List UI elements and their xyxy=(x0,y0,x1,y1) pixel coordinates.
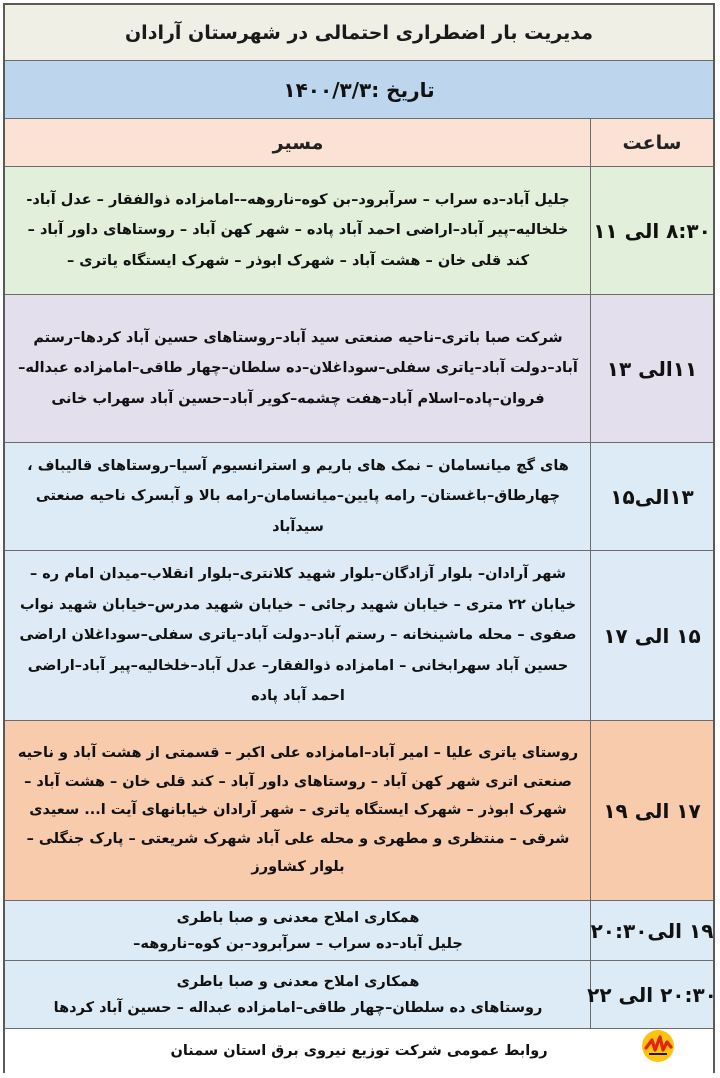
footer-text: روابط عمومی شرکت توزیع نیروی برق استان سمنان xyxy=(170,1043,548,1059)
date-row xyxy=(5,61,713,119)
route-line: احمد آباد پاده xyxy=(251,688,345,705)
table-row xyxy=(5,721,713,901)
route-line: آباد–دولت آباد–یاتری سفلی–سوداغلان–ده سلطان–چهار طاقی–امامزاده عبداله– xyxy=(18,360,578,377)
table-row xyxy=(5,167,713,295)
route-line: روستای یاتری علیا – امیر آباد–امامزاده علی اکبر – قسمتی از هشت آباد و ناحیه xyxy=(17,745,579,762)
time-cell: ۲۰:۳۰ الی ۲۲ xyxy=(590,961,713,1028)
route-line: خلخالیه–پیر آباد–اراضی احمد آباد پاده – شهر کهن آباد – روستاهای داور آباد – xyxy=(27,222,569,239)
table-row xyxy=(5,901,713,961)
route-cell xyxy=(5,295,591,442)
route-line: صفوی – محله ماشینخانه – رستم آباد–دولت آباد–یاتری سفلی–سوداغلان اراضی xyxy=(19,627,577,644)
time-cell: ۱۷ الی ۱۹ xyxy=(590,721,713,900)
time-cell: ۱۳الی۱۵ xyxy=(590,443,713,550)
title-row xyxy=(5,5,713,61)
header-row xyxy=(5,119,713,167)
route-line: شرکت صبا باتری–ناحیه صنعتی سید آباد–روستاهای حسین آباد کردها–رستم xyxy=(33,329,563,346)
route-cell xyxy=(5,721,591,900)
route-cell xyxy=(5,551,591,720)
date-label: تاریخ :۱۴۰۰/۳/۳ xyxy=(283,77,435,102)
table-row xyxy=(5,443,713,551)
time-column-header: ساعت xyxy=(590,119,713,166)
time-cell: ۸:۳۰ الی ۱۱ xyxy=(590,167,713,294)
route-line: های گچ میانسامان – نمک های باریم و استرانسیوم آسیا–روستاهای قالیباف ، xyxy=(27,457,569,474)
footer-row xyxy=(5,1029,713,1073)
time-cell: ۱۱الی ۱۳ xyxy=(590,295,713,442)
route-line: صنعتی اتری شهر کهن آباد – روستاهای داور آباد – کند قلی خان – هشت آباد – xyxy=(24,773,572,790)
route-line: جلیل آباد–ده سراب – سرآبرود–بن کوه–ناروهه–-امامزاده ذوالفقار – عدل آباد- xyxy=(26,191,570,208)
route-line: همکاری املاح معدنی و صبا باطری xyxy=(176,909,420,926)
route-line: سیدآباد xyxy=(272,518,324,535)
route-line: جلیل آباد–ده سراب – سرآبرود–بن کوه–ناروهه– xyxy=(133,935,463,952)
route-line: خیابان ۲۲ متری – خیابان شهید رجائی – خیابان شهید مدرس–خیابان شهید نواب xyxy=(19,596,577,613)
table-row xyxy=(5,551,713,721)
table-row xyxy=(5,295,713,443)
route-line: فروان–پاده–اسلام آباد–هفت چشمه–کویر آباد–حسین آباد سهراب خانی xyxy=(51,390,545,407)
time-cell: ۱۹ الی۲۰:۳۰ xyxy=(590,901,713,960)
route-cell xyxy=(5,167,591,294)
route-line: شهر آرادان– بلوار آزادگان–بلوار شهید کلانتری–بلوار انقلاب–میدان امام ره – xyxy=(29,566,567,583)
route-line: کند قلی خان – هشت آباد – شهرک ابوذر – شهرک ایستگاه یاتری – xyxy=(66,252,530,269)
route-line: همکاری املاح معدنی و صبا باطری xyxy=(176,973,420,990)
page-title: مدیریت بار اضطراری احتمالی در شهرستان آرادان xyxy=(124,21,594,44)
schedule-table xyxy=(3,3,715,1073)
route-cell xyxy=(5,961,591,1028)
route-line: شهرک ابوذر – شهرک ایستگاه یاتری – شهر آرادان خیابانهای آیت ا... سعیدی xyxy=(29,802,567,819)
time-cell: ۱۵ الی ۱۷ xyxy=(590,551,713,720)
route-line: چهارطاق–باغستان– رامه پایین–میانسامان–رامه بالا و آبسرک ناحیه صنعتی xyxy=(35,488,561,505)
route-line: روستاهای ده سلطان–چهار طاقی–امامزاده عبداله – حسین آباد کردها xyxy=(53,999,543,1016)
route-line: شرقی – منتظری و مطهری و محله علی آباد شهرک شریعتی – پارک جنگلی – xyxy=(26,830,570,847)
table-row xyxy=(5,961,717,1029)
route-cell xyxy=(5,443,591,550)
route-column-header: مسیر xyxy=(272,131,324,154)
route-line: بلوار کشاورز xyxy=(251,859,345,876)
power-company-logo-icon xyxy=(640,1028,676,1064)
route-cell xyxy=(5,901,591,960)
route-line: حسین آباد سهرابخانی – امامزاده ذوالفقار– عدل آباد–خلخالیه–پیر آباد–اراضی xyxy=(27,657,569,674)
